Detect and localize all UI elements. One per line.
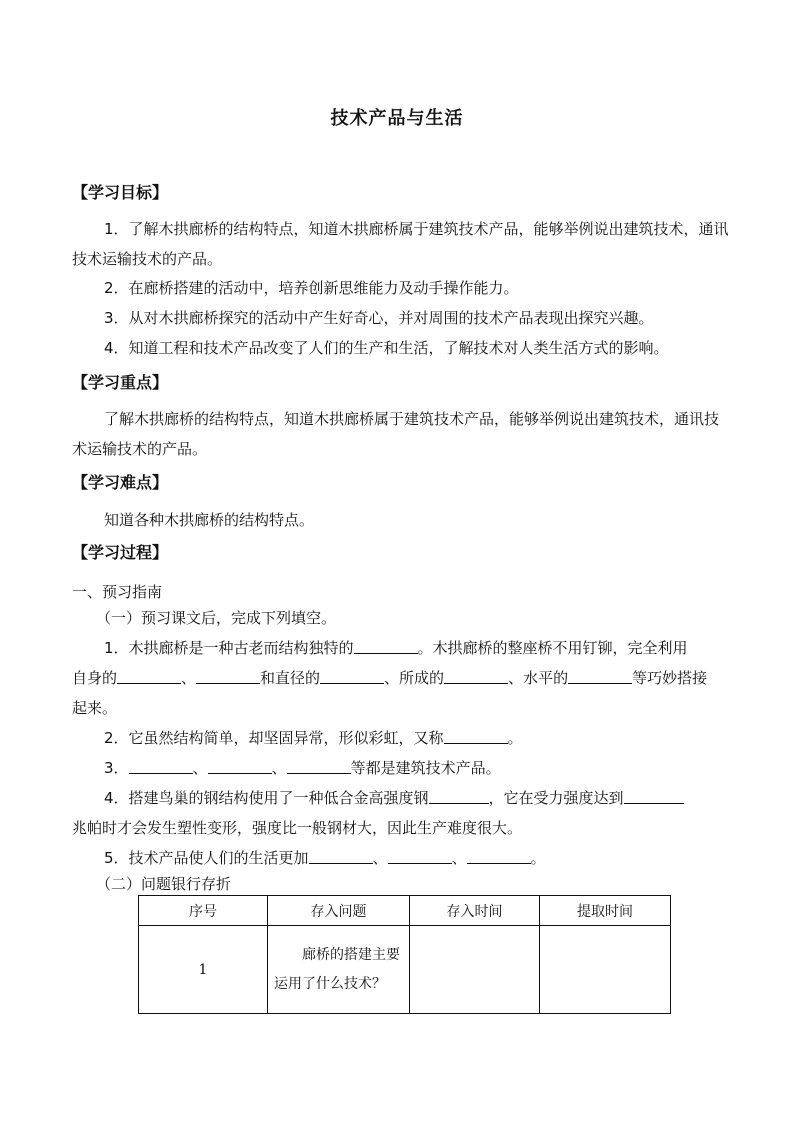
question-5 <box>104 848 546 868</box>
column-header-question: 存入问题 <box>268 896 410 926</box>
question-1-line-2 <box>72 668 707 688</box>
column-header-withdraw-time: 提取时间 <box>540 896 671 926</box>
blank-field[interactable] <box>129 759 193 774</box>
blank-field[interactable] <box>117 669 181 684</box>
preview-heading: 一、预习指南 <box>72 583 163 601</box>
q1-text-a: 1．木拱廊桥是一种古老而结构独特的 <box>104 639 354 657</box>
table-row <box>139 926 671 1014</box>
blank-field[interactable] <box>354 639 418 654</box>
section-heading-difficulty: 【学习难点】 <box>72 473 169 492</box>
blank-field[interactable] <box>320 669 384 684</box>
q5-text-a: 5．技术产品使人们的生活更加 <box>104 849 309 867</box>
q1-text-d: 、 <box>181 669 197 687</box>
question-1-line-1 <box>104 638 688 658</box>
preview-sub-2: （二）问题银行存折 <box>96 875 232 893</box>
q4-text-b: ，它在受力强度达到 <box>488 789 624 807</box>
q1-text-h: 等巧妙搭接 <box>632 669 708 687</box>
goal-2: 2．在廊桥搭建的活动中，培养创新思维能力及动手操作能力。 <box>104 279 519 297</box>
q1-text-f: 、所成的 <box>384 669 445 687</box>
page-title: 技术产品与生活 <box>330 108 464 129</box>
question-bank-table <box>138 895 671 1014</box>
q2-text-b: 。 <box>507 729 523 747</box>
column-header-no: 序号 <box>139 896 268 926</box>
question-2 <box>104 728 523 748</box>
blank-field[interactable] <box>287 759 351 774</box>
cell-no: 1 <box>139 926 268 1014</box>
goal-4: 4．知道工程和技术产品改变了人们的生产和生活，了解技术对人类生活方式的影响。 <box>104 339 669 357</box>
question-3 <box>104 758 501 778</box>
column-header-deposit-time: 存入时间 <box>410 896 540 926</box>
section-heading-focus: 【学习重点】 <box>72 373 169 392</box>
section-heading-process: 【学习过程】 <box>72 543 169 562</box>
focus-text: 了解木拱廊桥的结构特点，知道木拱廊桥属于建筑技术产品，能够举例说出建筑技术，通讯技术运输技术的产品。 <box>72 410 720 458</box>
blank-field[interactable] <box>429 789 489 804</box>
table-header-row <box>139 896 671 926</box>
q5-sep-1: 、 <box>372 849 388 867</box>
preview-sub-1: （一）预习课文后，完成下列填空。 <box>96 609 337 627</box>
cell-withdraw-time[interactable] <box>540 926 671 1014</box>
q3-text-a: 3． <box>104 759 129 777</box>
q3-sep-2: 、 <box>271 759 287 777</box>
question-4-line-1 <box>104 788 684 808</box>
blank-field[interactable] <box>196 669 260 684</box>
blank-field[interactable] <box>624 789 684 804</box>
goal-3: 3．从对木拱廊桥探究的活动中产生好奇心，并对周围的技术产品表现出探究兴趣。 <box>104 309 654 327</box>
blank-field[interactable] <box>208 759 272 774</box>
blank-field[interactable] <box>444 669 508 684</box>
difficulty-text: 知道各种木拱廊桥的结构特点。 <box>104 511 315 529</box>
cell-deposit-time[interactable] <box>410 926 540 1014</box>
q3-sep-1: 、 <box>192 759 208 777</box>
q1-text-g: 、水平的 <box>508 669 569 687</box>
q5-text-b: 。 <box>530 849 546 867</box>
blank-field[interactable] <box>444 729 508 744</box>
cell-question <box>268 926 410 1014</box>
blank-field[interactable] <box>309 849 373 864</box>
blank-field[interactable] <box>388 849 452 864</box>
blank-field[interactable] <box>568 669 632 684</box>
q1-text-c: 自身的 <box>72 669 118 687</box>
question-1-line-3: 起来。 <box>72 699 118 717</box>
q4-text-a: 4．搭建鸟巢的钢结构使用了一种低合金高强度钢 <box>104 789 429 807</box>
question-4-line-2: 兆帕时才会发生塑性变形，强度比一般钢材大，因此生产难度很大。 <box>72 819 523 837</box>
q2-text-a: 2．它虽然结构简单，却坚固异常，形似彩虹，又称 <box>104 729 444 747</box>
cell-question-text: 廊桥的搭建主要运用了什么技术？ <box>274 946 400 992</box>
blank-field[interactable] <box>467 849 531 864</box>
goal-1: 1．了解木拱廊桥的结构特点，知道木拱廊桥属于建筑技术产品，能够举例说出建筑技术，通讯技术运输技术的产品。 <box>72 220 729 268</box>
q1-text-e: 和直径的 <box>260 669 321 687</box>
q1-text-b: 。木拱廊桥的整座桥不用钉铆，完全利用 <box>417 639 688 657</box>
section-heading-goals: 【学习目标】 <box>72 183 169 202</box>
q5-sep-2: 、 <box>451 849 467 867</box>
q3-text-b: 等都是建筑技术产品。 <box>350 759 501 777</box>
